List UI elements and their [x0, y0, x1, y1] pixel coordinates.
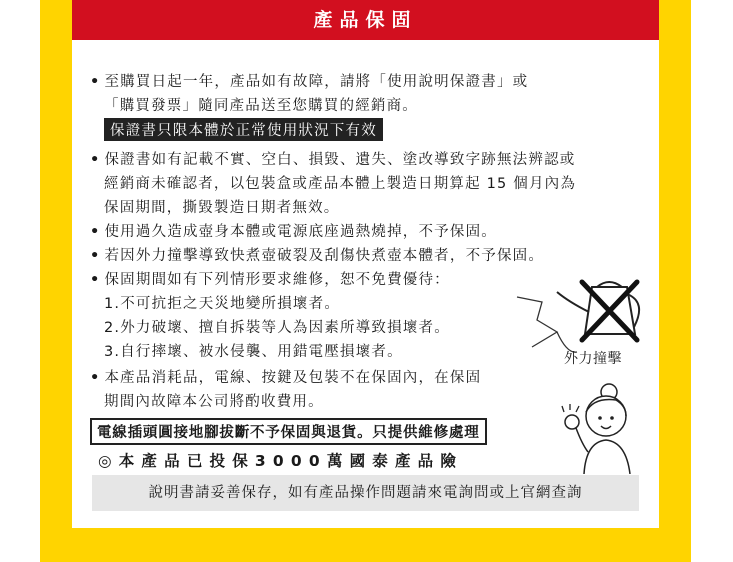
warranty-panel — [72, 0, 659, 528]
impact-label: 外力撞擊 — [564, 351, 622, 367]
bullet-dot: • — [90, 152, 101, 168]
paid-repair-intro — [90, 268, 450, 289]
bullet-dot: • — [90, 224, 101, 240]
paragraph2-line3: 保固期間，撕毀製造日期者無效。 — [104, 200, 340, 216]
paragraph1-text1: 至購買日起一年，產品如有故障，請將「使用說明保證書」或 — [104, 74, 529, 90]
bullet-impact-text: 若因外力撞擊導致快煮壺破裂及刮傷快煮壺本體者，不予保固。 — [104, 248, 545, 264]
bullet-dot: • — [90, 272, 101, 288]
bullet-impact — [90, 244, 544, 265]
bullet-dot: • — [90, 248, 101, 264]
bullet-dot: • — [90, 74, 101, 90]
consumables-line1 — [90, 366, 481, 387]
paragraph1-line1 — [90, 70, 528, 91]
woman-ok-icon — [554, 382, 644, 474]
boxed-notice: 電線插頭圓接地腳拔斷不予保固與退貨。只提供維修處理 — [90, 418, 487, 445]
insurance-line: ◎本產品已投保3000萬國泰產品險 — [98, 452, 464, 470]
bullet-overheat — [90, 220, 497, 241]
consumables-line2: 期間內故障本公司將酌收費用。 — [104, 394, 324, 410]
paragraph2-line2: 經銷商未確認者，以包裝盒或產品本體上製造日期算起 15 個月內為 — [104, 176, 577, 192]
paid-repair-intro-text: 保固期間如有下列情形要求維修，恕不免費優待： — [104, 272, 450, 288]
paragraph2-text1: 保證書如有記載不實、空白、損毀、遺失、塗改導致字跡無法辨認或 — [104, 152, 576, 168]
bullet-overheat-text: 使用過久造成壺身本體或電源底座過熱燒掉，不予保固。 — [104, 224, 497, 240]
paid-repair-item: 3.自行摔壞、被水侵襲、用錯電壓損壞者。 — [104, 344, 403, 360]
consumables-text1: 本產品消耗品，電線、按鍵及包裝不在保固內，在保固 — [104, 370, 482, 386]
highlight-notice: 保證書只限本體於正常使用狀況下有效 — [104, 118, 383, 141]
footer-note: 說明書請妥善保存，如有產品操作問題請來電詢問或上官網查詢 — [92, 475, 639, 511]
bullet-dot: • — [90, 370, 101, 386]
paragraph2-line1 — [90, 148, 575, 169]
paragraph1-line2: 「購買發票」隨同產品送至您購買的經銷商。 — [104, 98, 418, 114]
paid-repair-item: 1.不可抗拒之天災地變所損壞者。 — [104, 296, 341, 312]
page-title: 產品保固 — [72, 0, 659, 40]
paid-repair-item: 2.外力破壞、擅自拆裝等人為因素所導致損壞者。 — [104, 320, 450, 336]
